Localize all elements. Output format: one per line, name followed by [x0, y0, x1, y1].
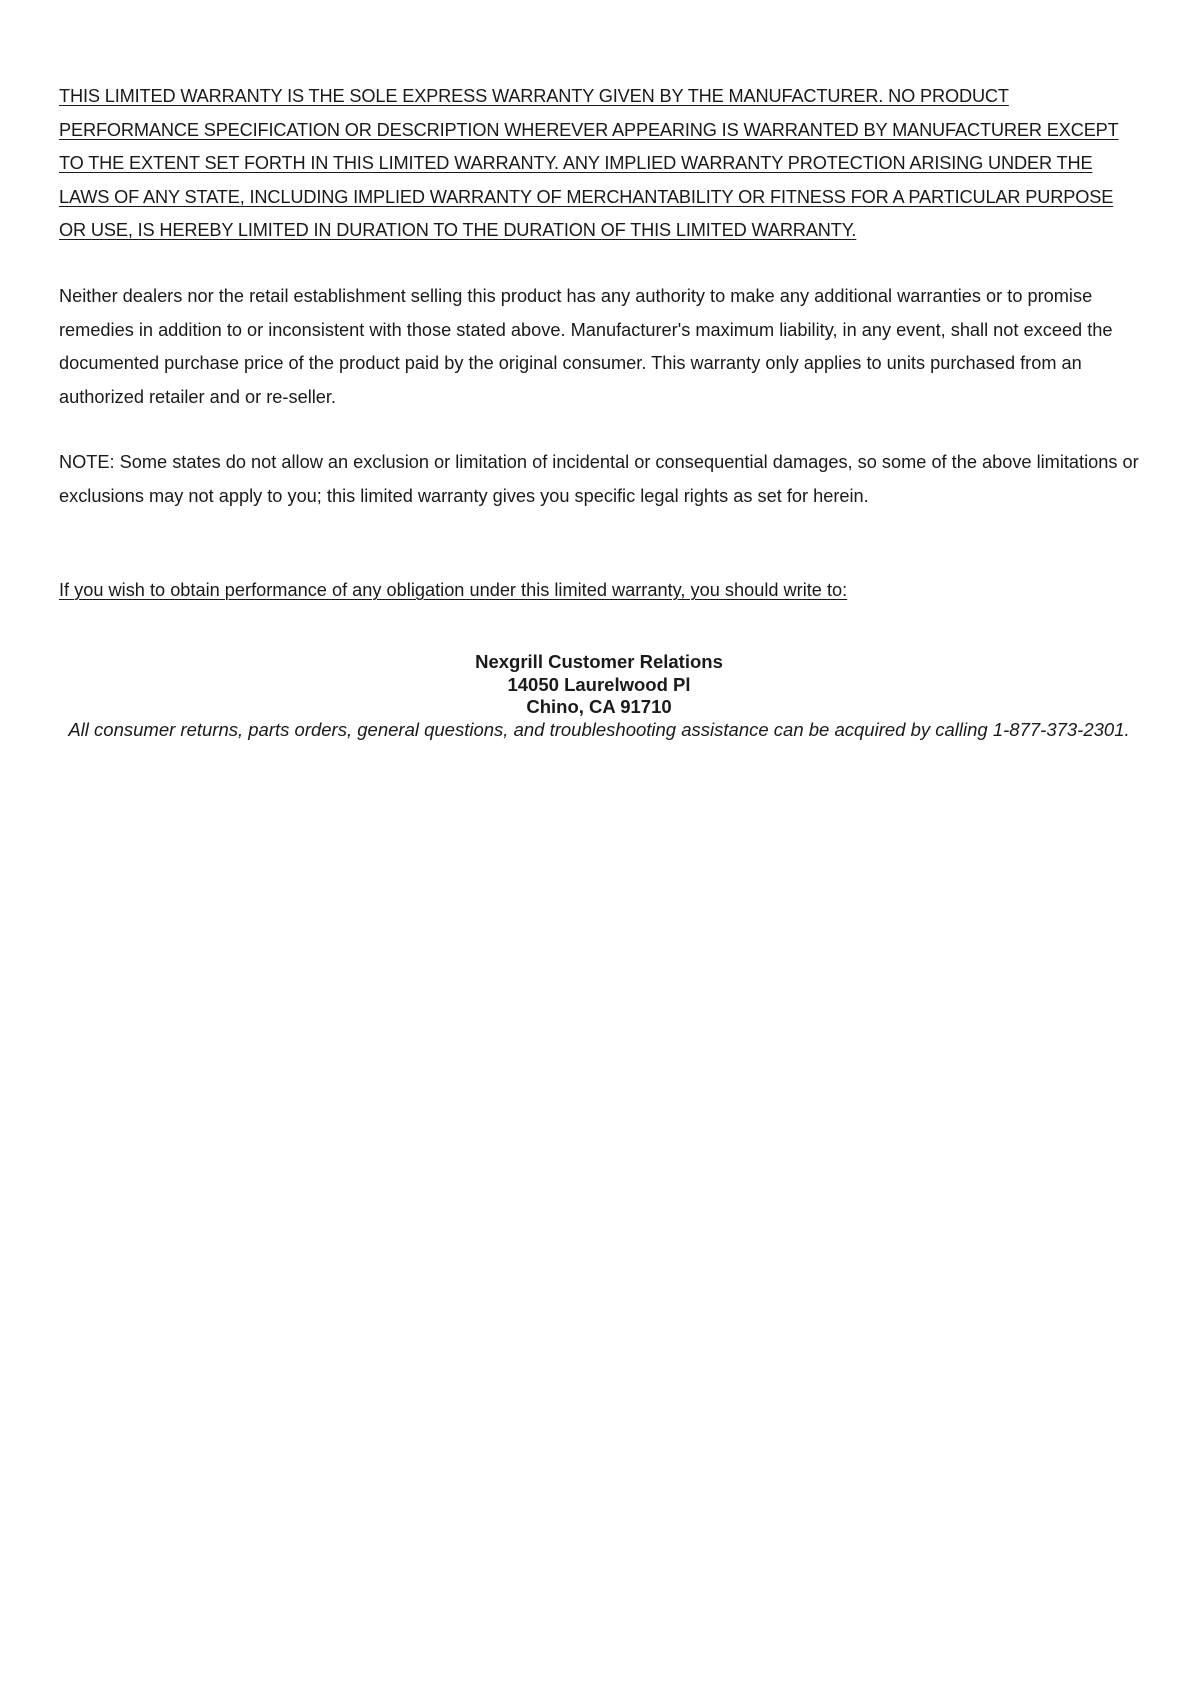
dealer-authority-paragraph: Neither dealers nor the retail establishment selling this product has any authority to make any additional warranties or to promise remedies in addition to or inconsistent with those stated above. Manufacturer's maximum liability, in any event, shall not exceed the documented purchase price of the product paid by the original consumer. This warranty only applies to units purchased from an authorized retailer and or re-seller.: [59, 285, 1113, 407]
note-paragraph: NOTE: Some states do not allow an exclusion or limitation of incidental or consequential damages, so some of the above limitations or exclusions may not apply to you; this limited warranty gives you specific legal rights as set for herein.: [59, 452, 1139, 506]
address-name: Nexgrill Customer Relations: [475, 651, 723, 673]
contact-phone-line: All consumer returns, parts orders, general questions, and troubleshooting assistance can be acquired by calling 1-877-373-2301.: [68, 718, 1130, 740]
warranty-page: [59, 80, 1139, 741]
write-to-instruction: If you wish to obtain performance of any obligation under this limited warranty, you should write to:: [59, 579, 848, 600]
address-city: Chino, CA 91710: [526, 696, 672, 718]
warranty-disclaimer: THIS LIMITED WARRANTY IS THE SOLE EXPRESS WARRANTY GIVEN BY THE MANUFACTURER. NO PRODUCT PERFORMANCE SPECIFICATION OR DESCRIPTION WHEREVER APPEARING IS WARRANTED BY MANUFACTURER EXCEPT TO THE EXTENT SET FORTH IN THIS LIMITED WARRANTY. ANY IMPLIED WARRANTY PROTECTION ARISING UNDER THE LAWS OF ANY STATE, INCLUDING IMPLIED WARRANTY OF MERCHANTABILITY OR FITNESS FOR A PARTICULAR PURPOSE OR USE, IS HEREBY LIMITED IN DURATION TO THE DURATION OF THIS LIMITED WARRANTY.: [59, 86, 1119, 241]
mailing-address: [59, 651, 1139, 719]
address-street: 14050 Laurelwood Pl: [507, 673, 691, 695]
